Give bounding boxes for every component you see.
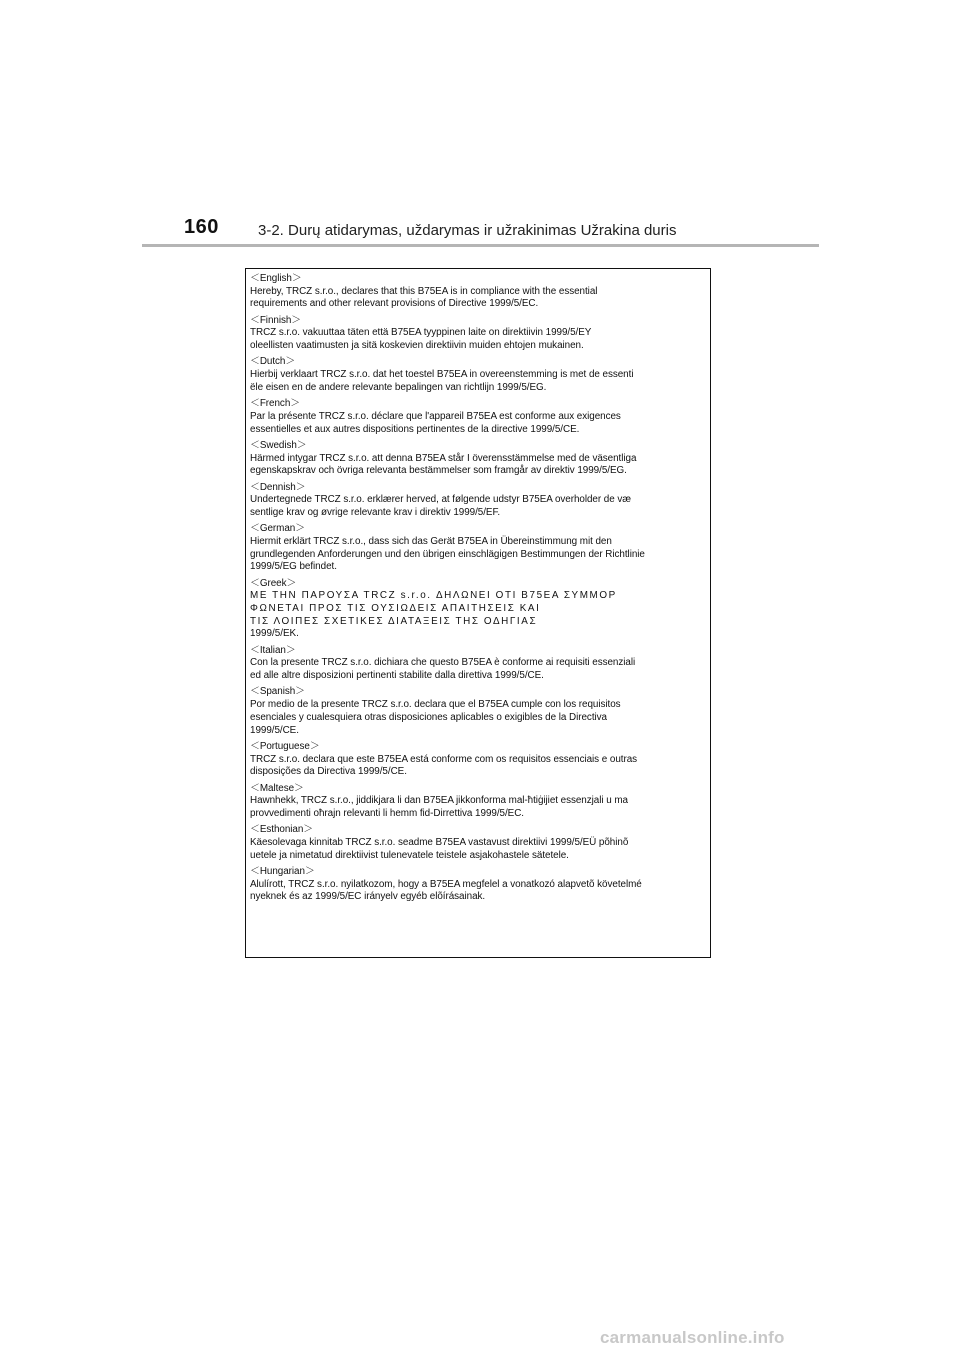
header-rule bbox=[142, 244, 819, 247]
declaration-maltese bbox=[250, 783, 710, 821]
declaration-line: Hierbij verklaart TRCZ s.r.o. dat het toestel B75EA in overeenstemming is met de essenti bbox=[250, 369, 634, 381]
declaration-line: esenciales y cualesquiera otras disposiciones aplicables o exigibles de la Directiva bbox=[250, 711, 607, 723]
declaration-line: Con la presente TRCZ s.r.o. dichiara che questo B75EA è conforme ai requisiti essenziali bbox=[250, 657, 636, 669]
declaration-line: Hiermit erklärt TRCZ s.r.o., dass sich das Gerät B75EA in Übereinstimmung mit den bbox=[250, 535, 612, 547]
declaration-line: Härmed intygar TRCZ s.r.o. att denna B75EA står I överensstämmelse med de väsentliga bbox=[250, 452, 637, 464]
language-heading: ＜Dennish＞ bbox=[250, 481, 306, 493]
declaration-line: ΦΩΝΕΤΑΙ ΠΡΟΣ ΤΙΣ ΟΥΣΙΩΔΕΙΣ ΑΠΑΙΤΗΣΕΙΣ ΚΑΙ bbox=[250, 603, 541, 615]
language-heading: ＜Swedish＞ bbox=[250, 439, 307, 451]
declaration-line: Undertegnede TRCZ s.r.o. erklærer herved, at følgende udstyr B75EA overholder de væ bbox=[250, 494, 631, 506]
declaration-line: Par la présente TRCZ s.r.o. déclare que l'appareil B75EA est conforme aux exigences bbox=[250, 410, 621, 422]
language-heading: ＜Esthonian＞ bbox=[250, 824, 314, 836]
declaration-line: grundlegenden Anforderungen und den übrigen einschlägigen Bestimmungen der Richtlinie bbox=[250, 548, 645, 560]
declaration-german bbox=[250, 523, 710, 574]
declaration-line: Por medio de la presente TRCZ s.r.o. declara que el B75EA cumple con los requisitos bbox=[250, 699, 621, 711]
language-heading: ＜Finnish＞ bbox=[250, 314, 302, 326]
declaration-line: 1999/5/CE. bbox=[250, 724, 299, 736]
declaration-line: 1999/5/EK. bbox=[250, 628, 299, 640]
declaration-french bbox=[250, 398, 710, 436]
declaration-line: 1999/5/EG befindet. bbox=[250, 561, 337, 573]
language-heading: ＜Spanish＞ bbox=[250, 686, 305, 698]
declaration-line: nyeknek és az 1999/5/EC irányelv egyéb elõírásainak. bbox=[250, 891, 486, 903]
declaration-line: TRCZ s.r.o. declara que este B75EA está conforme com os requisitos essenciais e outras bbox=[250, 753, 638, 765]
declaration-finnish bbox=[250, 315, 710, 353]
declaration-hungarian bbox=[250, 866, 710, 904]
declaration-line: TRCZ s.r.o. vakuuttaa täten että B75EA tyyppinen laite on direktiivin 1999/5/EY bbox=[250, 327, 592, 339]
declaration-spanish bbox=[250, 686, 710, 737]
declaration-box bbox=[245, 268, 711, 958]
declaration-line: requirements and other relevant provisions of Directive 1999/5/EC. bbox=[250, 298, 539, 310]
declaration-danish bbox=[250, 482, 710, 520]
declaration-estonian bbox=[250, 824, 710, 862]
declaration-line: essentielles et aux autres dispositions pertinentes de la directive 1999/5/CE. bbox=[250, 423, 580, 435]
declaration-line: provvedimenti oħrajn relevanti li hemm fid-Dirrettiva 1999/5/EC. bbox=[250, 807, 524, 819]
declaration-portuguese bbox=[250, 741, 710, 779]
declaration-italian bbox=[250, 645, 710, 683]
language-heading: ＜Dutch＞ bbox=[250, 356, 296, 368]
declaration-greek bbox=[250, 578, 710, 642]
declaration-dutch bbox=[250, 356, 710, 394]
language-heading: ＜Maltese＞ bbox=[250, 782, 304, 794]
language-heading: ＜Portuguese＞ bbox=[250, 740, 320, 752]
language-heading: ＜Hungarian＞ bbox=[250, 865, 315, 877]
declaration-line: uetele ja nimetatud direktiivist tulenevatele teistele asjakohastele sätetele. bbox=[250, 849, 569, 861]
language-heading: ＜Greek＞ bbox=[250, 577, 297, 589]
watermark: carmanualsonline.info bbox=[600, 1328, 785, 1347]
declaration-line: Hawnhekk, TRCZ s.r.o., jiddikjara li dan B75EA jikkonforma mal-ħtiġijiet essenzjali u ma bbox=[250, 795, 628, 807]
declaration-line: ΜΕ ΤΗΝ ΠΑΡΟΥΣΑ TRCZ s.r.o. ΔΗΛΩΝΕΙ ΟΤΙ B75EA ΣΥΜΜΟΡ bbox=[250, 590, 617, 602]
declaration-line: ële eisen en de andere relevante bepalingen van richtlijn 1999/5/EG. bbox=[250, 381, 547, 393]
declaration-line: Käesolevaga kinnitab TRCZ s.r.o. seadme B75EA vastavust direktiivi 1999/5/EÜ põhinõ bbox=[250, 836, 629, 848]
language-heading: ＜English＞ bbox=[250, 273, 302, 284]
declaration-line: ed alle altre disposizioni pertinenti stabilite dalla direttiva 1999/5/CE. bbox=[250, 670, 544, 682]
page-number: 160 bbox=[184, 216, 219, 238]
declaration-line: Alulírott, TRCZ s.r.o. nyilatkozom, hogy a B75EA megfelel a vonatkozó alapvetõ követelmé bbox=[250, 878, 642, 890]
declaration-swedish bbox=[250, 440, 710, 478]
declaration-line: disposições da Directiva 1999/5/CE. bbox=[250, 766, 407, 778]
declaration-english bbox=[250, 273, 710, 311]
language-heading: ＜German＞ bbox=[250, 523, 306, 535]
declaration-line: ΤΙΣ ΛΟΙΠΕΣ ΣΧΕΤΙΚΕΣ ΔΙΑΤΑΞΕΙΣ ΤΗΣ ΟΔΗΓΙΑΣ bbox=[250, 615, 538, 627]
declaration-line: Hereby, TRCZ s.r.o., declares that this B75EA is in compliance with the essential bbox=[250, 285, 598, 297]
declaration-line: oleellisten vaatimusten ja sitä koskevien direktiivin muiden ehtojen mukainen. bbox=[250, 340, 584, 352]
declaration-line: sentlige krav og øvrige relevante krav i direktiv 1999/5/EF. bbox=[250, 506, 501, 518]
declaration-line: egenskapskrav och övriga relevanta bestämmelser som framgår av direktiv 1999/5/EG. bbox=[250, 465, 627, 477]
language-heading: ＜Italian＞ bbox=[250, 644, 296, 656]
language-heading: ＜French＞ bbox=[250, 398, 301, 410]
section-title: 3-2. Durų atidarymas, uždarymas ir užrakinimas Užrakina duris bbox=[258, 222, 677, 239]
